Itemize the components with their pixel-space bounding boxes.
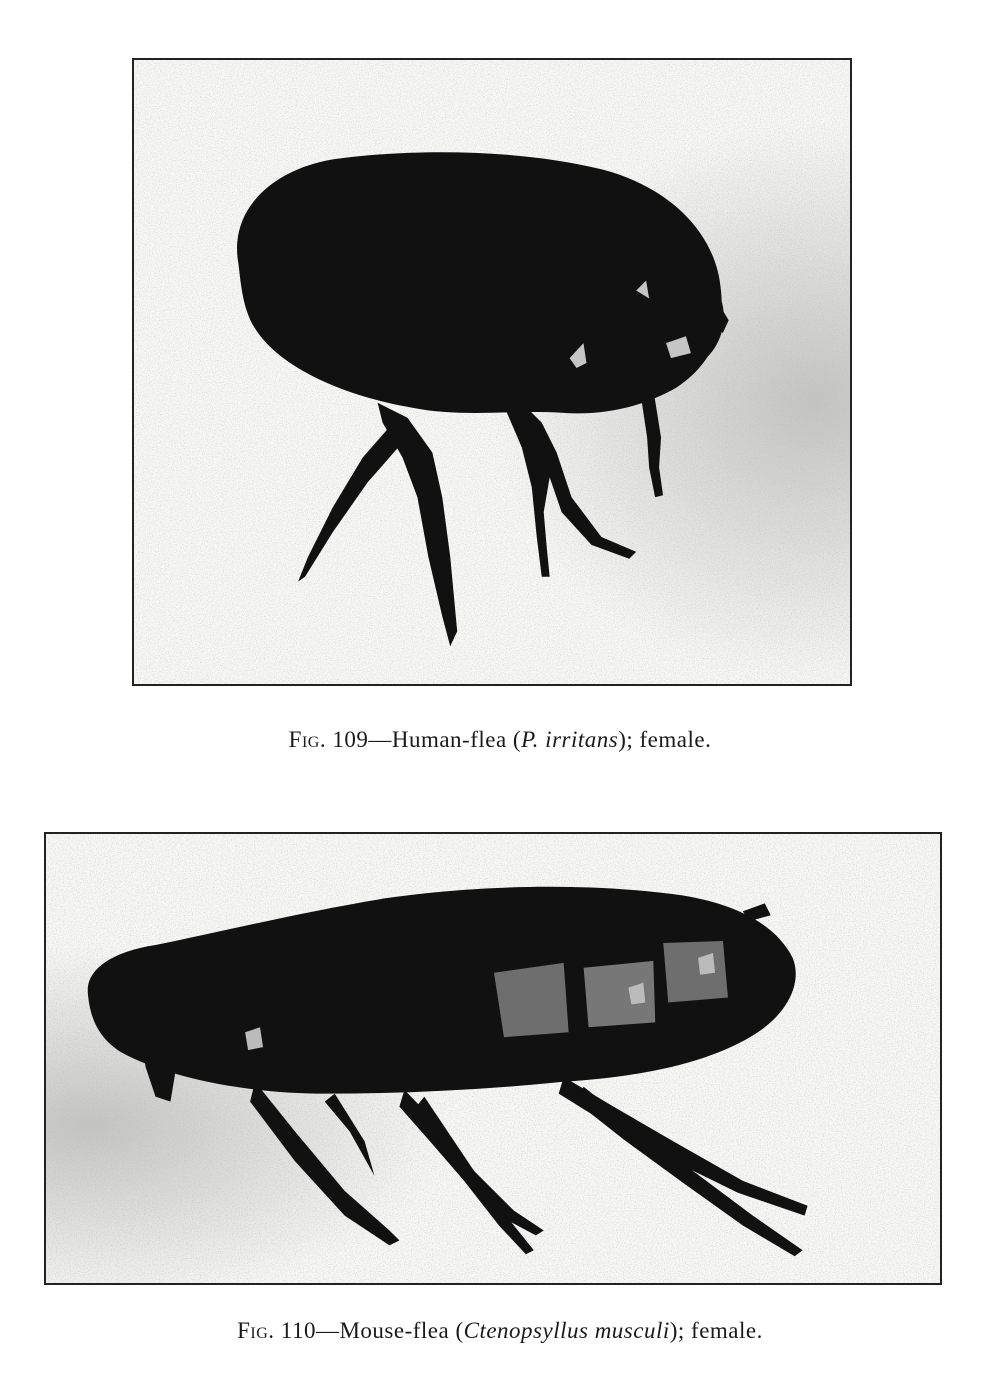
figure-110-caption [0,1318,1000,1344]
figure-110-photo [44,832,942,1285]
figure-109-common-name: —Human-flea ( [368,727,522,752]
figure-110-common-name: —Mouse-flea ( [315,1318,464,1343]
figure-109-suffix: ); female. [618,727,712,752]
figure-109-species: P. irritans [521,727,619,752]
figure-109-label: Fig. 109 [288,727,369,752]
figure-109-caption [0,727,1000,753]
figure-110-species: Ctenopsyllus musculi [463,1318,670,1343]
figure-110-suffix: ); female. [669,1318,763,1343]
human-flea-image [134,60,850,684]
figure-110-label: Fig. 110 [237,1318,316,1343]
mouse-flea-image [46,834,940,1283]
figure-109-photo [132,58,852,686]
